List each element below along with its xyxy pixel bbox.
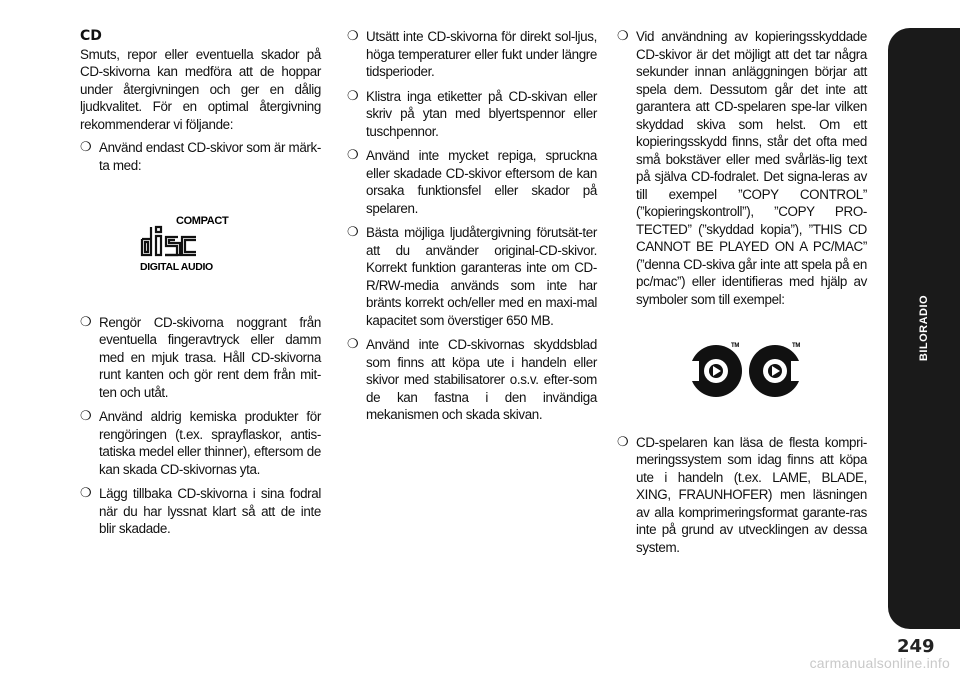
bullet-marker-icon: ❍ xyxy=(617,434,629,450)
copy-control-symbols xyxy=(687,339,807,399)
bullet-text: Använd aldrig kemiska produkter för rengöringen (t.ex. sprayflaskor, antis-tatiska medel eller thinner), eftersom de kan skada CD-skivornas yta. xyxy=(99,409,321,477)
bullet-item xyxy=(347,28,597,81)
bullet-item xyxy=(80,139,321,174)
bullet-marker-icon: ❍ xyxy=(80,409,92,424)
copy-control-symbol-left xyxy=(690,343,742,397)
bullet-text: Rengör CD-skivorna noggrant från eventuella fingeravtryck eller damm med en mjuk trasa. Håll CD-skivorna runt kanten och gör rent dem från mit-ten och utåt. xyxy=(99,314,321,400)
bullet-item xyxy=(80,485,321,538)
bullet-item xyxy=(347,224,597,329)
bullet-text: Klistra inga etiketter på CD-skivan eller skriv på ytan med blyertspennor eller tuschpennor. xyxy=(366,88,597,139)
intro-paragraph: Smuts, repor eller eventuella skador på CD-skivorna kan medföra att de hoppar under återgivningen och ger en dålig ljudkvalitet. För en optimal återgivning rekommenderar vi följande: xyxy=(80,46,321,132)
bullet-item xyxy=(617,434,867,557)
section-side-tab xyxy=(888,28,960,629)
bullet-marker-icon: ❍ xyxy=(347,29,359,44)
bullet-text: Använd inte mycket repiga, spruckna eller skadade CD-skivor eftersom de kan orsaka funktionsfel eller skador på spelaren. xyxy=(366,148,597,216)
bullet-text: Lägg tillbaka CD-skivorna i sina fodral när du har lyssnat klart så att de inte blir skadade. xyxy=(99,486,321,536)
trademark-text: TM xyxy=(731,343,739,349)
bullet-text: Använd endast CD-skivor som är märk-ta med: xyxy=(99,140,321,173)
bullet-text: Använd inte CD-skivornas skyddsblad som finns att köpa ute i handeln eller skivor med stabilisatorer o.s.v. efter-som de kan fastna i den invändiga mekanismen och skada skivan. xyxy=(366,337,597,422)
trademark-text: TM xyxy=(792,343,800,349)
bullet-marker-icon: ❍ xyxy=(80,314,92,330)
bullet-item xyxy=(80,314,321,402)
bullet-item xyxy=(347,147,597,217)
logo-disc-letters xyxy=(140,227,244,259)
bullet-marker-icon: ❍ xyxy=(347,337,359,352)
bullet-marker-icon: ❍ xyxy=(80,140,92,155)
bullet-text: Utsätt inte CD-skivorna för direkt sol-ljus, höga temperaturer eller fukt under längre tidsperioder. xyxy=(366,29,597,79)
logo-digital-audio-text: DIGITAL AUDIO xyxy=(140,261,213,273)
bullet-marker-icon: ❍ xyxy=(80,486,92,501)
bullet-item xyxy=(80,408,321,478)
bullet-item xyxy=(347,336,597,424)
bullet-marker-icon: ❍ xyxy=(347,148,359,163)
column-left xyxy=(80,28,321,545)
bullet-item xyxy=(617,28,867,308)
column-right xyxy=(617,28,867,563)
bullet-marker-icon: ❍ xyxy=(347,225,359,240)
bullet-text: Vid användning av kopieringsskyddade CD-skivor är det möjligt att det tar några sekunder innan anläggningen börjar att spela dem. Dessutom går det inte att garantera att CD-spelaren spe-lar vilken skyddad skiva som helst. Om ett kopieringsskydd finns, står det ofta med små bokstäver eller med svårläs-lig text på själva CD-fodralet. Det signa-leras av till exempel ”COPY CONTROL” (”kopieringskontroll”), ”COPY PRO-TECTED” (”skyddad kopia”), ”THIS CD CANNOT BE PLAYED ON A PC/MAC” (”denna CD-skiva går inte att spela på en pc/mac”) eller identifieras med hjälp av symboler som till exempel: xyxy=(636,29,867,307)
watermark-text: carmanualsonline.info xyxy=(809,655,950,671)
bullet-item xyxy=(347,88,597,141)
compact-disc-logo xyxy=(138,213,246,273)
copy-control-symbol-right xyxy=(749,343,801,397)
bullet-marker-icon: ❍ xyxy=(347,88,359,104)
page-number: 249 xyxy=(897,636,935,657)
bullet-marker-icon: ❍ xyxy=(617,29,629,44)
column-middle xyxy=(347,28,597,431)
logo-compact-text: COMPACT xyxy=(176,215,229,227)
bullet-text: Bästa möjliga ljudåtergivning förutsät-ter att du använder original-CD-skivor. Korrekt funktion garanteras inte om CD-R/RW-media används som inte har bränts korrekt och/eller med en maxi-mal kapacitet som överstiger 650 MB. xyxy=(366,225,597,328)
section-heading: CD xyxy=(80,28,102,44)
section-tab-label: BILORADIO xyxy=(918,294,930,362)
bullet-text: CD-spelaren kan läsa de flesta kompri-meringssystem som idag finns att köpa ute i handeln (t.ex. LAME, BLADE, XING, FRAUNHOFER) men läsningen av alla komprimeringsformat garante-ras inte på grund av utvecklingen av dessa system. xyxy=(636,434,867,555)
